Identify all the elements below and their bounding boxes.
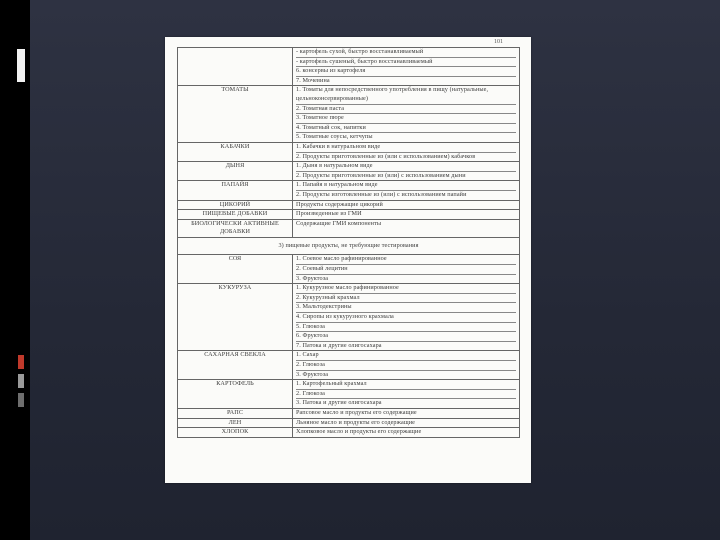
table-category-cell [178, 48, 293, 85]
table-item-line: 2. Соевый лецитин [296, 265, 516, 275]
slide-decoration-square [18, 393, 24, 407]
table-category-cell: СОЯ [178, 255, 293, 283]
slide-decoration-square [18, 355, 24, 369]
table-row [177, 86, 520, 143]
table-item-line: 1. Томаты для непосредственного употребления в пищу (натуральные, цельноконсервированные) [296, 86, 516, 104]
table-row [177, 143, 520, 162]
table-item-line: - картофель сушеный, быстро восстанавливаемый [296, 58, 516, 68]
table-items-cell [293, 409, 519, 418]
table-item-line: 7. Мочевина [296, 76, 330, 84]
table-category-cell: ДЫНЯ [178, 162, 293, 180]
table-items-cell [293, 428, 519, 437]
table-items-cell [293, 48, 519, 85]
slide-decoration-bar [17, 49, 25, 82]
table-item-line: Содержащие ГМИ компоненты [296, 219, 382, 227]
table-item-line: 4. Томатный сок, напитки [296, 124, 516, 134]
table-category-cell: КУКУРУЗА [178, 284, 293, 350]
table-item-line: 3. Мальтодекстрины [296, 303, 516, 313]
table-item-line: 2. Продукты приготовленные из (или) с использованием дыни [296, 171, 466, 179]
table-item-line: 2. Глюкоза [296, 361, 516, 371]
table-items-cell [293, 255, 519, 283]
table-item-line: - картофель сухой, быстро восстанавливаемый [296, 48, 516, 58]
table-row [177, 48, 520, 86]
table-row [177, 201, 520, 211]
table-items-cell [293, 419, 519, 428]
table-item-line: 2. Кукурузный крахмал [296, 294, 516, 304]
table-item-line: 5. Томатные соусы, кетчупы [296, 133, 373, 141]
table-category-cell: ЦИКОРИЙ [178, 201, 293, 210]
table-item-line: 7. Патока и другие олигосахара [296, 341, 382, 349]
table-items-cell [293, 220, 519, 237]
page-number: 101 [494, 39, 503, 45]
table-row [177, 162, 520, 181]
slide-decoration-square [18, 374, 24, 388]
table-item-line: 2. Продукты приготовленные из (или с использованием) кабачков [296, 152, 476, 160]
table-items-cell [293, 351, 519, 379]
table-items-cell [293, 201, 519, 210]
table-item-line: 3. Фруктоза [296, 274, 329, 282]
table-category-cell: РАПС [178, 409, 293, 418]
table-category-cell: САХАРНАЯ СВЕКЛА [178, 351, 293, 379]
table-item-line: 6. консервы из картофеля [296, 67, 516, 77]
table-item-line: Рапсовое масло и продукты его содержащие [296, 408, 417, 416]
table-item-line: 2. Томатная паста [296, 105, 516, 115]
table-item-line: Произведенные из ГМИ [296, 210, 362, 218]
table-row [177, 380, 520, 409]
table-category-cell: КАБАЧКИ [178, 143, 293, 161]
table-items-cell [293, 162, 519, 180]
table-item-line: 3. Томатное пюре [296, 114, 516, 124]
section-heading: 3) пищевые продукты, не требующие тестирования [278, 241, 419, 249]
document-table [177, 47, 520, 438]
scanned-document-page [165, 37, 531, 483]
table-row [177, 181, 520, 200]
table-row [177, 220, 520, 238]
table-row [177, 428, 520, 438]
table-row [177, 255, 520, 284]
table-item-line: 2. Глюкоза [296, 390, 516, 400]
table-item-line: 4. Сиропы из кукурузного крахмала [296, 313, 516, 323]
table-item-line: 6. Фруктоза [296, 332, 516, 342]
table-items-cell [293, 210, 519, 219]
table-item-line: 1. Кукурузное масло рафинированное [296, 284, 516, 294]
table-category-cell: ЛЕН [178, 419, 293, 428]
table-item-line: 1. Кабачки в натуральном виде [296, 143, 516, 153]
table-category-cell: КАРТОФЕЛЬ [178, 380, 293, 408]
table-row [177, 284, 520, 351]
table-category-cell: БИОЛОГИЧЕСКИ АКТИВНЫЕ ДОБАВКИ [178, 220, 293, 237]
table-item-line: Продукты содержащие цикорий [296, 200, 383, 208]
table-item-line: 1. Папайя в натуральном виде [296, 181, 516, 191]
table-row [177, 351, 520, 380]
table-item-line: Хлопковое масло и продукты его содержащие [296, 428, 422, 436]
table-item-line: 1. Картофельный крахмал [296, 380, 516, 390]
table-row [177, 409, 520, 419]
table-category-cell: ПАПАЙЯ [178, 181, 293, 199]
table-category-cell: ТОМАТЫ [178, 86, 293, 142]
table-item-line: 5. Глюкоза [296, 323, 516, 333]
table-item-line: 1. Сахар [296, 351, 516, 361]
table-item-line: Льняное масло и продукты его содержащие [296, 418, 415, 426]
table-items-cell [293, 284, 519, 350]
table-items-cell [293, 86, 519, 142]
table-item-line: 2. Продукты изготовленные из (или) с использованием папайи [296, 190, 467, 198]
table-row [177, 210, 520, 220]
table-items-cell [293, 380, 519, 408]
table-category-cell: ХЛОПОК [178, 428, 293, 437]
table-item-line: 1. Соевое масло рафинированное [296, 255, 516, 265]
table-item-line: 1. Дыня в натуральном виде [296, 162, 516, 172]
table-category-cell: ПИЩЕВЫЕ ДОБАВКИ [178, 210, 293, 219]
section-heading-row [177, 238, 520, 256]
table-items-cell [293, 181, 519, 199]
table-row [177, 419, 520, 429]
table-items-cell [293, 143, 519, 161]
table-item-line: 3. Патока и другие олигосахара [296, 399, 382, 407]
table-item-line: 3. Фруктоза [296, 370, 329, 378]
